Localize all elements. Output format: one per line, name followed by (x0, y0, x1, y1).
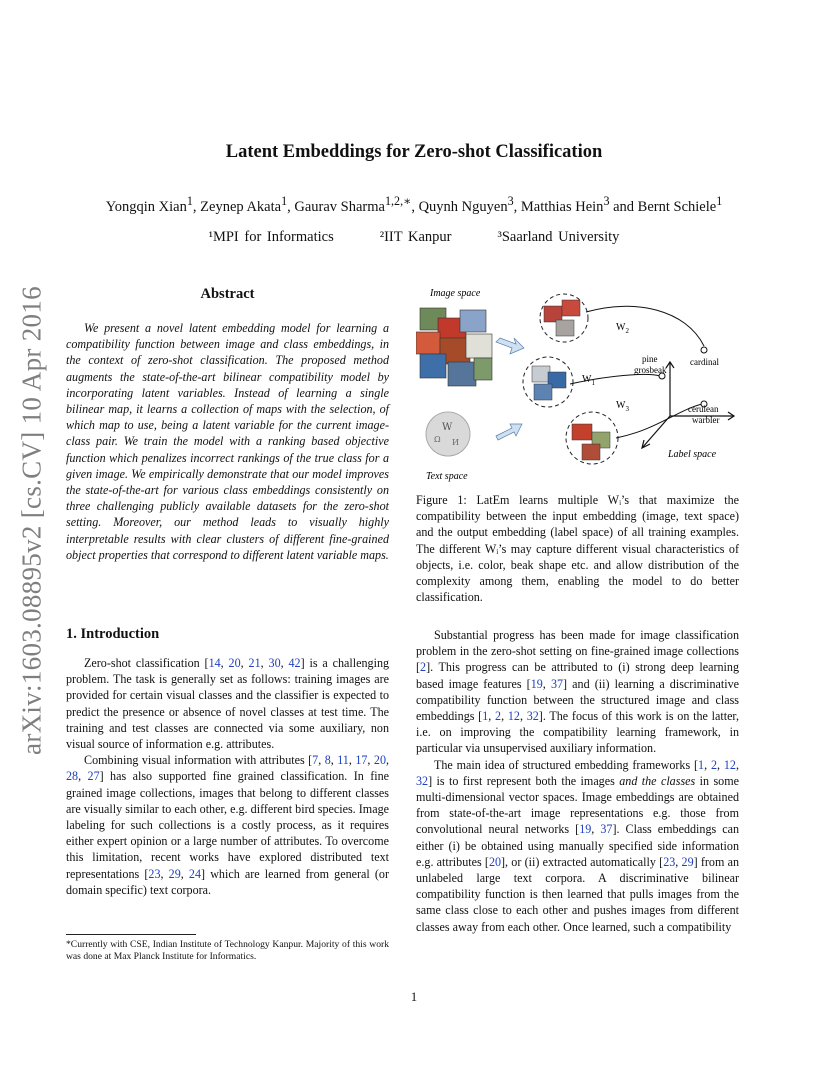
w3-label: $W_3$ (616, 400, 629, 413)
footnote-rule (66, 934, 196, 935)
author-list: Yongqin Xian$^1$, Zeynep Akata$^1$, Gaurav Sharma$^{1,2,∗}$, Quynh Nguyen$^3$, Matthias Hein$^3$ and Bernt Schiele$^1$ (105, 194, 723, 215)
citation-link[interactable]: 30 (268, 656, 281, 670)
warbler-label: warbler (692, 415, 720, 425)
latent-cluster-w2 (540, 294, 588, 342)
image-space-label: Image space (430, 288, 481, 299)
text-space-label: Text space (426, 471, 468, 482)
citation-link[interactable]: 19 (530, 676, 543, 691)
svg-text:W: W (442, 422, 453, 433)
intro-right-column (416, 627, 739, 935)
intro-heading: 1. Introduction (66, 626, 160, 642)
citation-link[interactable]: 32 (526, 709, 539, 724)
citation-link[interactable]: 21 (248, 656, 261, 670)
input-arrow-top (496, 338, 524, 354)
affiliations (0, 229, 828, 246)
citation-link[interactable]: 1 (698, 757, 705, 772)
citation-link[interactable]: 32 (416, 773, 429, 788)
latent-cluster-w1 (523, 357, 573, 407)
citation-link[interactable]: 19 (579, 822, 592, 837)
citation-link[interactable]: 28 (66, 769, 79, 784)
citation-link[interactable]: 37 (550, 676, 564, 691)
citation-link[interactable]: 2 (710, 757, 717, 772)
citation-link[interactable]: 12 (723, 757, 736, 772)
citation-link[interactable]: 2 (420, 660, 427, 675)
grosbeak-label: grosbeak (634, 365, 667, 375)
citation-link[interactable]: 2 (495, 709, 502, 724)
svg-text:Ω: Ω (434, 435, 441, 444)
paper-title: Latent Embeddings for Zero-shot Classification (225, 142, 603, 162)
citation-link[interactable]: 8 (324, 753, 331, 768)
page-number: 1 (410, 990, 418, 1004)
abstract-body (66, 320, 389, 563)
citation-link[interactable]: 29 (681, 854, 694, 869)
abstract-text: We present a novel latent embedding model for learning a compatibility function between image and class embeddings, in the context of zero-shot classification. The proposed method augments the state-of-the-art bilinear compatibility model by incorporating latent variables. Instead of learning a single bilinear map, it learns a collection of maps with the selection, of which map to use, being a latent variable for the current image-class pair. We train the model with a ranking based objective function which penalizes incorrect rankings of the true class for a given image. We empirically demonstrate that our model improves the state-of-the-art for various class embeddings consistently on three challenging publicly available datasets for the zero-shot setting. Moreover, our method leads to visually highly interpretable results with clear clusters of different fine-grained object properties that correspond to different latent variable maps. (66, 321, 389, 562)
citation-link[interactable]: 20 (373, 753, 386, 768)
affiliation-mpi: ¹MPI for Informatics (208, 229, 334, 245)
intro-paragraph-4: The main idea of structured embedding frameworks [1, 2, 12, 32] is to first represent both the images and the classes in some multi-dimensional vector spaces. Image embeddings are obtained from state-of-the-art image representations e.g. those from convolutional neural networks [19, 37]. Class embeddings can either (i) be obtained using manually specified side information e.g. attributes [20], or (ii) extracted automatically [23, 29] from an unlabeled large text corpora. A discriminative bilinear compatibility function is then learned that pulls images from the same class close to each other and pushes images from different classes away from each other. Once learned, such a compatibility (416, 757, 740, 934)
figure-latem-diagram (416, 280, 746, 485)
w2-label: $W_2$ (616, 322, 629, 335)
affiliation-saarland: ³Saarland University (497, 229, 620, 245)
latent-cluster-w3 (566, 412, 618, 464)
intro-paragraph-1: Zero-shot classification [14, 20, 21, 30, 42] is a challenging problem. The task is generally set as follows: training images are provided for certain visual classes and the classifier is expected to predict the presence or absence of novel classes at test time. The training and test classes are connected via some auxiliary, non visual source of information e.g. attributes. (66, 656, 390, 752)
arxiv-stamp: arXiv:1603.08895v2 [cs.CV] 10 Apr 2016 (16, 286, 47, 755)
svg-text:И: И (452, 438, 459, 447)
citation-link[interactable]: 27 (87, 769, 100, 784)
w1-label: $W_1$ (582, 374, 595, 387)
citation-link[interactable]: 23 (148, 866, 161, 881)
citation-link[interactable]: 1 (482, 709, 489, 724)
citation-link[interactable]: 11 (337, 753, 349, 768)
citation-link[interactable]: 24 (188, 866, 202, 881)
citation-link[interactable]: 23 (663, 854, 676, 869)
cardinal-point (701, 347, 707, 353)
wikipedia-globe-icon (426, 412, 470, 456)
citation-link[interactable]: 20 (228, 656, 241, 670)
intro-left-column (66, 655, 389, 898)
cardinal-label: cardinal (690, 357, 719, 367)
citation-link[interactable]: 20 (488, 854, 502, 869)
image-collage (416, 308, 492, 386)
label-space-label: Label space (668, 449, 717, 460)
intro-paragraph-3: Substantial progress has been made for image classification problem in the zero-shot setting on fine-grained image collections [2]. This progress can be attributed to (i) strong deep learning based image features [19, 37] and (ii) learning a discriminative compatibility function between the structured image and class embeddings [1, 2, 12, 32]. The focus of this work is on the latter, i.e. on improving the compatibility learning framework, in particular via unsupervised auxiliary information. (416, 628, 740, 756)
input-arrow-bottom (496, 424, 522, 440)
citation-link[interactable]: 29 (168, 866, 181, 881)
intro-paragraph-2: Combining visual information with attributes [7, 8, 11, 17, 20, 28, 27] has also supported fine grained classification. In fine grained image collections, images that belong to different classes are visually similar to each other, e.g. different bird species. Image labeling for such collections is a costly process, as it requires either expert opinion or a large number of attributes. To overcome this limitation, recent works have explored distributed text representations [23, 29, 24] which are learned from general (or domain specific) text corpora. (66, 753, 390, 897)
figure-caption: Figure 1: LatEm learns multiple Wᵢ’s that maximize the compatibility between the input embedding (image, text space) and the output embedding (label space) of all training examples. The different Wᵢ’s may capture different visual characteristics of objects, i.e. color, beak shape etc. and allow distribution of the complexity among them, enabling the model to do better classification. (416, 493, 739, 605)
abstract-heading: Abstract (200, 286, 255, 302)
pine-label: pine (642, 354, 658, 364)
citation-link[interactable]: 17 (355, 753, 368, 768)
footnote: *Currently with CSE, Indian Institute of Technology Kanpur. Majority of this work was done at Max Planck Institute for Informatics. (66, 939, 389, 962)
cerulean-label: cerulean (688, 404, 719, 414)
citation-link[interactable]: 7 (312, 753, 319, 768)
citation-link[interactable]: 42 (288, 656, 301, 670)
citation-link[interactable]: 12 (507, 709, 520, 724)
affiliation-iit: ²IIT Kanpur (379, 229, 452, 245)
citation-link[interactable]: 37 (600, 822, 613, 837)
citation-link[interactable]: 14 (208, 656, 221, 670)
